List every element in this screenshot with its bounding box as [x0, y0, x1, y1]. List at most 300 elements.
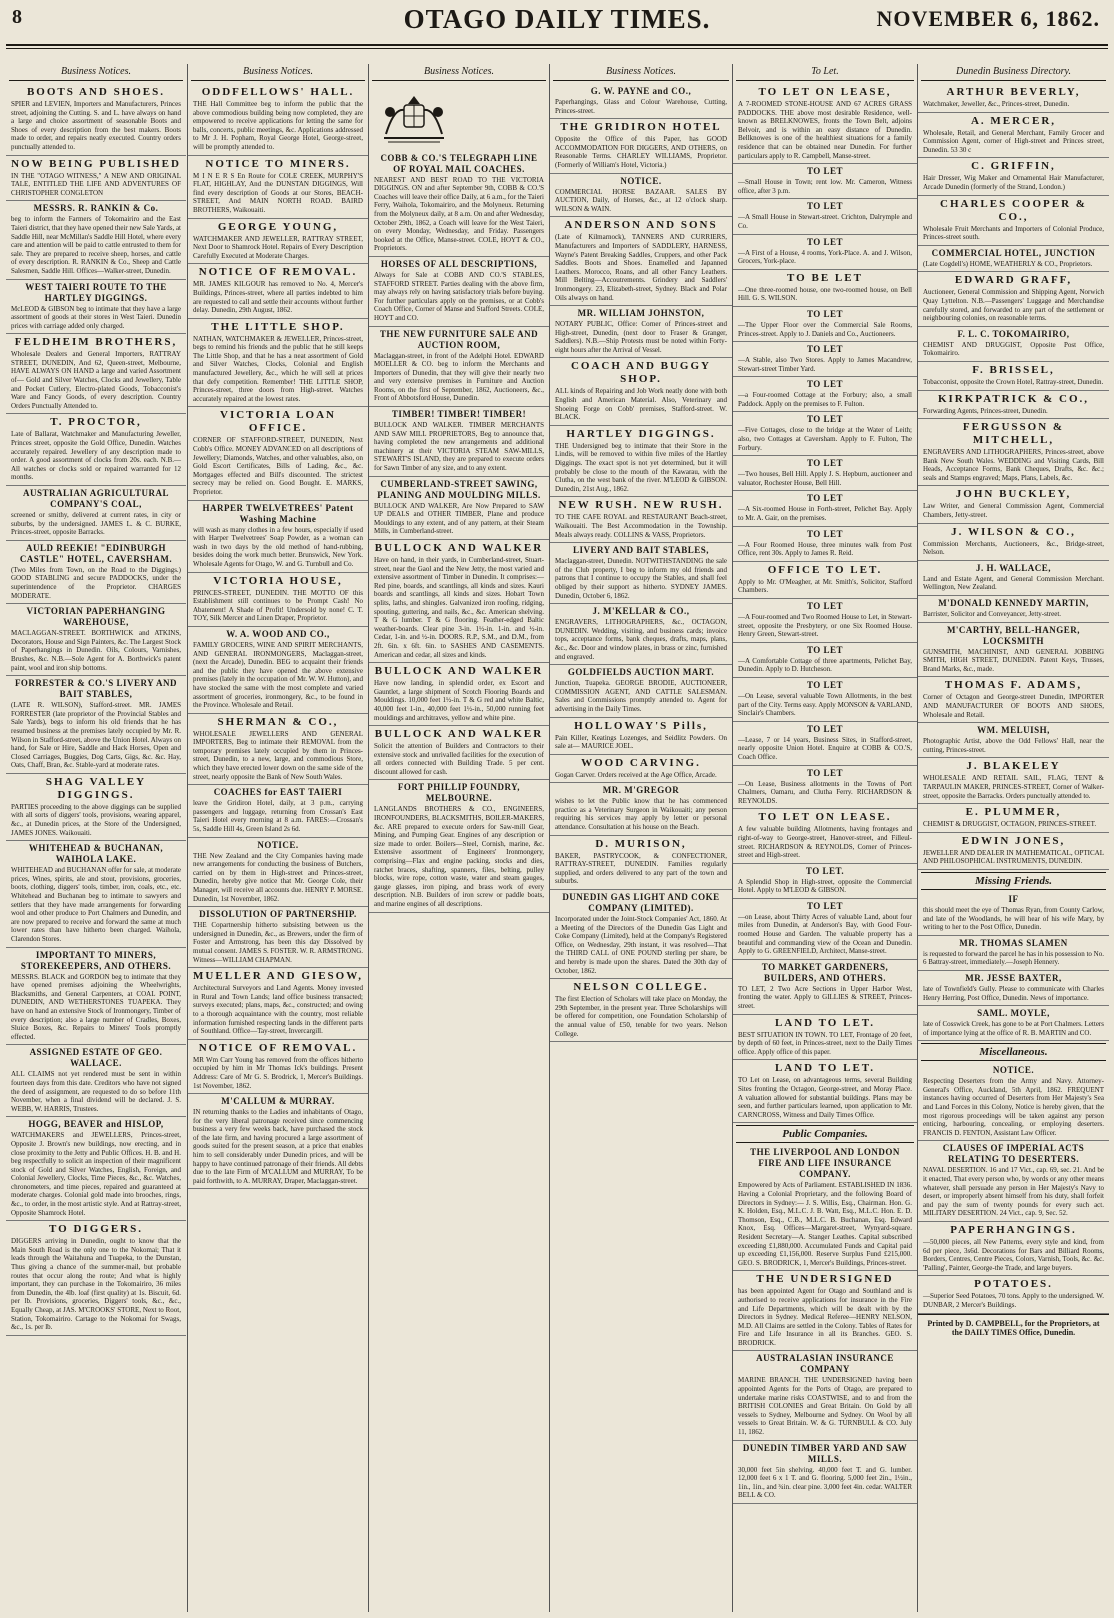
advertisement: [550, 755, 732, 784]
ad-title: HOLLOWAY'S Pills,: [574, 719, 708, 732]
advertisement: [6, 334, 186, 414]
ad-body: A few valuable building Allotments, having frontages and right-of-way to George-street, Hanover-street, and Filleul-street. RICHARDSON & REYNOLDS, Corner of Princes-street and High-street.: [738, 825, 912, 860]
ad-title: COMMERCIAL HOTEL, JUNCTION: [931, 247, 1096, 258]
ad-body: Wholesale Fruit Merchants and Importers of Colonial Produce, Princes-street south.: [923, 224, 1104, 242]
advertisement: [918, 327, 1109, 362]
ad-title: HOGG, BEAVER and HISLOP,: [28, 1119, 164, 1130]
ad-body: —On Lease, several valuable Town Allotments, in the best part of the City. Terms easy. Apply MONSON & VARLAND, Sinclair's Chambers.: [738, 691, 912, 718]
ad-body: ALL kinds of Repairing and Job Work neatly done with both English and American Material. Also, Veterinary and Shoeing Forge on Cobb' premises, Stafford-street. W. BLACK.: [555, 387, 727, 422]
ad-title: C. GRIFFIN,: [971, 160, 1056, 173]
ad-title: M'CALLUM & MURRAY.: [221, 1096, 335, 1107]
ad-body: —A Small House in Stewart-street. Crichton, Dalrymple and Co.: [738, 213, 912, 230]
ad-body: —A Four-roomed and Two Roomed House to Let, in Stewart-street, opposite the Presbytery, or one Six Roomed House. Henry Green, Stewart-street.: [738, 613, 912, 639]
advertisement: [188, 319, 368, 408]
advertisement: [733, 270, 917, 307]
advertisement: [733, 722, 917, 766]
ad-body: wishes to let the Public know that he has commenced practice as a Veterinary Surgeon in Waikouaiti; any person requiring his services may apply by letter or personal attendance. Consultation at his house on the Beach.: [555, 797, 727, 832]
advertisement: [733, 456, 917, 491]
ad-title: BOOTS AND SHOES.: [26, 86, 166, 98]
ad-title: EDWARD GRAFF,: [954, 274, 1073, 287]
advertisement: [918, 971, 1109, 1006]
ad-body: —A First of a House, 4 rooms, York-Place. A. and J. Wilson, Grocers, York-place.: [738, 248, 912, 266]
ad-title: TO LET: [806, 900, 844, 911]
ad-body: BULLOCK AND WALKER. TIMBER MERCHANTS AND SAW MILL PROPRIETORS, Beg to announce that, having completed the new arrangements and additional machinery at their VICTORIA STEAM SAW-MILLS, STEWART'S ISLAND, they are prepared to execute orders for Sawn Timber of any size, and to any extent.: [374, 421, 544, 473]
advertisement: [369, 327, 549, 408]
advertisement: [918, 524, 1109, 561]
ad-body: —A Six-roomed House in Forth-street, Pelichet Bay. Apply to Mr. A. Gair, on the premises.: [738, 505, 912, 523]
ad-body: NEAREST AND BEST ROAD TO THE VICTORIA DIGGINGS. ON and after September 9th, COBB & CO.'S Coaches will leave their office Daily, at 6 a.m., for the Taieri Ferry, Waihola, Tokomairiro, and the Molyneux. Returning from the Molyneux daily, at 8 a.m. On and after Wednesday, October 29th, 1862, a Coach will leave for the West Taieri, on every Monday, Wednesday, and Friday. Passengers booked at the Office, Manse-street. COLE, HOYT & CO., Proprietors.: [374, 175, 544, 253]
advertisement: [6, 414, 186, 486]
ad-title: MR. WILLIAM JOHNSTON,: [577, 308, 705, 319]
advertisement: [733, 899, 917, 960]
ad-title: BULLOCK AND WALKER: [374, 665, 544, 678]
ad-body: A 7-ROOMED STONE-HOUSE AND 67 ACRES GRASS PADDOCKS. THE above most desirable Residence, well-known as BRELKNOWES, fronts the Town Belt, adjoins Belvoir, and is within an easy distance of Dunedin. Bellknowes is one of the healthiest situations for a family residence that can be obtained near Dunedin. For further particulars apply to R. Campbell, Manse-street.: [738, 100, 912, 160]
ad-body: PRINCES-STREET, DUNEDIN. THE MOTTO OF this Establishment still continues to be Prompt Cash! No Abatement! A Shade of Profit! Undersold by none! C. T. TOY, Silk Mercer and Linen Draper, Proprietor.: [193, 588, 363, 623]
ad-title: HARTLEY DIGGINGS.: [566, 427, 716, 440]
ad-body: McLEOD & GIBSON beg to intimate that they have a large assortment of goods at their stores in West Taieri. Dunedin prices with carriage added only charged.: [11, 304, 181, 330]
ad-title: TO LET: [806, 723, 844, 734]
ad-title: TO LET: [806, 201, 844, 212]
ad-title: TO LET.: [805, 865, 845, 876]
royal-crest-icon: [374, 90, 454, 148]
ad-title: GEORGE YOUNG,: [217, 220, 339, 233]
ad-body: Hair Dresser, Wig Maker and Ornamental Hair Manufacturer, Arcade Dunedin (formerly of the Strand, London.): [923, 174, 1104, 191]
ad-title: TO LET: [806, 379, 844, 390]
ad-body: Pain Killer, Keatings Lozenges, and Seidlitz Powders. On sale at— MAURICE JOEL.: [555, 733, 727, 751]
ad-title: COACH AND BUGGY SHOP.: [570, 360, 711, 386]
advertisement: [733, 307, 917, 342]
ad-body: CHEMIST AND DRUGGIST, Opposite Post Office, Tokomairiro.: [923, 340, 1104, 358]
ad-title: MR. M'GREGOR: [602, 785, 680, 796]
ad-title: TO LET: [806, 644, 844, 655]
advertisement: [733, 960, 917, 1015]
advertisement: [733, 377, 917, 412]
ad-body: late of Townfield's Gully. Please to communicate with Charles Henry Herring, Post Office, Dunedin. News of importance.: [923, 984, 1104, 1002]
ad-body: leave the Gridiron Hotel, daily, at 3 p.m., carrying passengers and luggage, returning from Crossan's East Taieri Hotel every morning at 8 a.m. FARES:—Crossan's 5s, Saddle Hill 4s, Green Island 2s 6d.: [193, 799, 363, 834]
advertisement: [369, 780, 549, 912]
masthead-rule: [6, 44, 1108, 46]
ad-title: COACHES for EAST TAIERI: [213, 787, 343, 798]
ad-title: J. BLAKELEY: [966, 760, 1061, 773]
ad-body: CORNER OF STAFFORD-STREET, DUNEDIN, Next Cobb's Office. MONEY ADVANCED on all descriptions of Jewellery; Diamonds, Watches, and other valuables, also, on Gold Escort Certificates, Bills of Lading, &c., &c. Mortgages effected and Bill's discounted. The strictest secrecy may be relied on. Good Bought. E. MARKS, Proprietor.: [193, 436, 363, 496]
ad-title: TO LET ON LEASE.: [758, 811, 892, 824]
column-header: Business Notices.: [191, 64, 365, 81]
advertisement: [918, 272, 1109, 326]
ad-body: PARTIES proceeding to the above diggings can be supplied with all sorts of diggers' tools, provisions, wearing apparel, &c., at Dunedin prices, at the Store of the Undersigned, JAMES JONES. Waikouaiti.: [11, 802, 181, 837]
ad-title: J. M'KELLAR & CO.,: [592, 606, 690, 617]
ad-title: NOW BEING PUBLISHED: [11, 157, 181, 170]
ad-title: SHAG VALLEY DIGGINGS.: [45, 775, 147, 801]
column-3: [368, 64, 549, 1612]
advertisement: [369, 726, 549, 780]
ad-body: (Late Cogdell's) HOME, WEATHERLY & CO., Proprietors.: [923, 259, 1093, 268]
ad-body: M I N E R S En Route for COLE CREEK, MURPHY'S FLAT, HIGHLAY, And the DUNSTAN DIGGINGS, Will find every description of Goods at our Stores, BEACH-STREET, And MAIN NORTH ROAD. BAIRD BROTHERS, Waikouaiti.: [193, 171, 363, 214]
ad-title: TO LET: [806, 767, 844, 778]
ad-title: JOHN BUCKLEY,: [955, 488, 1072, 501]
advertisement: [918, 596, 1109, 623]
ad-body: Always for Sale at COBB AND CO.'S STABLES, STAFFORD STREET. Parties dealing with the above firm, may always rely on having satisfactory trials before buying. For further particulars apply on the premises, or at Cobb's Coach Office, Corner of Manse and Stafford Streets. COLE, HOYT and CO.: [374, 270, 544, 322]
ad-body: Late of Ballarat, Watchmaker and Manufacturing Jeweller, Princes street, opposite the Gold Office, Dunedin. Watches accurately repaired. Jewellery of any description made to order. A good assortment of clocks from 20s. each. N.B.—All watches or clocks sold or repaired warranted for 12 months.: [11, 430, 181, 482]
ad-title: MR. JESSE BAXTER,: [965, 972, 1062, 983]
ad-title: J. H. WALLACE,: [975, 562, 1052, 573]
advertisement: [550, 979, 732, 1042]
advertisement: [918, 1063, 1109, 1141]
ad-body: —On Lease, Business allotments in the Towns of Port Chalmers, Oamaru, and Clutha Ferry. RICHARDSON & REYNOLDS.: [738, 779, 912, 805]
advertisement: [188, 156, 368, 219]
advertisement: [188, 264, 368, 318]
advertisement: [369, 407, 549, 477]
advertisement: [550, 119, 732, 173]
column-header: Business Notices.: [9, 64, 183, 81]
ad-title: TO LET: [806, 236, 844, 247]
ad-body: Corner of Octagon and George-street Dunedin, IMPORTER AND MANUFACTURER OF BOOTS AND SHOES, Wholesale and Retail.: [923, 693, 1104, 719]
column-header: Business Notices.: [553, 64, 729, 81]
ad-body: Photographic Artist, above the Odd Fellows' Hall, near the cutting, Princes-street.: [923, 737, 1104, 754]
ad-title: HARPER TWELVETREES' Patent Washing Machine: [202, 502, 354, 524]
ad-body: Junction, Tuapeka. GEORGE BRODIE, AUCTIONEER, COMMISSION AGENT, AND CATTLE SALESMAN. Sales and Commissions promptly attended to. Agent for advertising in the Daily Times.: [555, 679, 727, 713]
advertisement: [369, 477, 549, 540]
ad-title: SHERMAN & CO.,: [217, 715, 339, 728]
advertisement: [733, 1015, 917, 1061]
ad-body: Maclaggan-street, Dunedin. NOTWITHSTANDING the sale of the Club property, I beg to inform my old friends and patrons that I continue to occupy the Stables, and shall feel obliged by their support as hitherto. SYDNEY JAMES. Dunedin, October 6, 1862.: [555, 557, 727, 600]
advertisement: [918, 723, 1109, 758]
advertisement: [733, 864, 917, 899]
advertisement: [6, 1045, 186, 1117]
column-6: [917, 64, 1109, 1612]
ad-title: M'DONALD KENNEDY MARTIN,: [938, 598, 1089, 609]
advertisement: [918, 362, 1109, 391]
advertisement: [6, 156, 186, 202]
ad-title: TO BE LET: [787, 271, 863, 284]
ad-title: IMPORTANT TO MINERS, STOREKEEPERS, AND OTHERS.: [20, 949, 172, 971]
advertisement: [188, 573, 368, 627]
ad-title: POTATOES.: [974, 1278, 1053, 1291]
ad-body: Forwarding Agents, Princes-street, Dunedin.: [923, 406, 1048, 415]
masthead-rule-thin: [6, 48, 1108, 49]
ad-body: BEST SITUATION IN TOWN. TO LET, Frontage of 20 feet, by depth of 60 feet, in Princes-street, next to the Daily Times office. Apply office of this paper.: [738, 1030, 912, 1056]
ad-title: FERGUSSON & MITCHELL,: [962, 421, 1065, 447]
ad-body: FAMILY GROCERS, WINE AND SPIRIT MERCHANTS, AND GENERAL IRONMONGERS, Maclaggan-street, (next the Arcade), Dunedin. BEG to acquaint their friends and the public they have opened the above extensive premises (lately in the occupation of Mr. W. W. Hutton), and have stocked the same with the most complete and varied assortment of groceries, ironmongery, &c., to be found in the Province. Wholesale and Retail.: [193, 640, 363, 710]
ad-body: The first Election of Scholars will take place on Monday, the 29th September, in the present year. Three Scholarships will be offered for competition, one Foundation Scholarship of the annual value of £50, tenable for two years. Nelson College.: [555, 995, 727, 1038]
advertisement: [188, 838, 368, 908]
ad-body: MESSRS. BLACK and GORDON beg to intimate that they have opened premises adjoining the Wheelwrights, Blacksmiths, and General Carpenters, at COAL POINT, DUNEDIN, AND WETHERSTONES TUAPEKA. They have on hand an extensive Stock of Ironmongery, Timber of every description; also a large number of Cradles, Boxes, Sluice Boxes, &c. Repairs to Miners' Tools promptly effected.: [11, 972, 181, 1041]
ad-body: Auctioneer, General Commission and Shipping Agent, Norwich Quay Lyttelton. N.B.—Passengers' Luggage and Merchandise carefully stored, and forwarded to any part of the settlement or neighbouring colonies, on reasonable terms.: [923, 288, 1104, 323]
ad-title: TO LET: [806, 166, 844, 177]
advertisement: [918, 833, 1109, 870]
advertisement: [733, 1351, 917, 1440]
ad-title: MESSRS. R. RANKIN & Co.: [33, 203, 159, 214]
ad-title: W. A. WOOD AND CO.,: [226, 628, 330, 639]
ad-title: MR. THOMAS SLAMEN: [959, 937, 1068, 948]
advertisement: [188, 627, 368, 714]
ad-body: NATHAN, WATCHMAKER & JEWELLER, Princes-street, begs to remind his friends and the public that he still keeps The Little Shop, and that he has a neat assortment of Gold and Silver Watches, Clocks, Colonial and English manufactured Jewellery, &c., which he will sell at prices that defy competition. Remember! THE LITTLE SHOP, Princes-street, three doors from High-street. Watches accurately repaired at the lowest rates.: [193, 334, 363, 403]
section-header: Public Companies.: [736, 1125, 914, 1143]
ad-title: FELDHEIM BROTHERS,: [14, 336, 178, 349]
advertisement: [550, 665, 732, 717]
ad-title: DUNEDIN TIMBER YARD AND SAW MILLS.: [742, 1442, 908, 1464]
ad-title: WM. MELUISH,: [977, 725, 1050, 736]
advertisement: [733, 527, 917, 562]
ad-title: ODDFELLOWS' HALL.: [201, 86, 355, 98]
ad-body: WATCHMAKERS and JEWELLERS, Princes-street, Opposite J. Brown's new buildings, now erecting, and in close proximity to the Jetty and Public Offices. H. B. and H. beg respectfully to solicit an inspection of their magnificent stock of Gold and Silver Watches, English, Foreign, and Colonial Jewellery, Clocks, Time Pieces, &c., &c. Watches, chronometers, and time pieces, repaired and guaranteed at moderate charges. Colonial gold made into brooches, rings, &c., to order, in the most artistic style. And at Rattray-street, Opposite Shamrock Hotel.: [11, 1131, 181, 1217]
section-header: Missing Friends.: [921, 872, 1106, 890]
advertisement: [733, 84, 917, 164]
advertisement: [6, 201, 186, 279]
page-number: 8: [12, 6, 22, 28]
ad-body: Wholesale, Retail, and General Merchant, Family Grocer and Commission Agent, corner of High-street and Princes street, Dunedin. 53 30 c: [923, 128, 1104, 154]
ad-body: —50,000 pieces, all New Patterns, every style and kind, from 6d per piece, 3s6d. Decorations for Bars and Billiard Rooms, Borders, Centres, Centre Pieces, Colors, Varnish, Tools, &c. &c. 'Palling', Painter, George-the Trade, and large buyers.: [923, 1238, 1104, 1272]
ad-title: VICTORIAN PAPERHANGING WAREHOUSE,: [26, 606, 166, 628]
ad-title: T. PROCTOR,: [50, 416, 142, 429]
ad-title: THE GRIDIRON HOTEL: [560, 121, 722, 134]
advertisement: [918, 1141, 1109, 1222]
ad-title: NOTICE OF REMOVAL.: [198, 1041, 358, 1054]
ad-body: —One three-roomed house, one two-roomed house, on Bell Hill. G. S. WILSON.: [738, 285, 912, 303]
ad-body: Law Writer, and General Commission Agent, Commercial Chambers, Jetty-street.: [923, 502, 1104, 520]
advertisement: [6, 84, 186, 156]
ad-body: TO LET, 2 Two Acre Sections in Upper Harbor West, fronting the water. Apply to GILLIES & STREET, Princes-street.: [738, 984, 912, 1011]
advertisement: [188, 1094, 368, 1189]
ad-title: DISSOLUTION OF PARTNERSHIP.: [199, 909, 357, 920]
advertisement: [918, 758, 1109, 804]
ad-body: MARINE BRANCH. THE UNDERSIGNED having been appointed Agents for the Ports of Otago, are prepared to undertake marine risks COASTWISE, and to and from the BRITISH COLONIES and Great Britain. On Gold by all vessels to Sydney, Melbourne and Sydney. On Wool by all vessels to Great Britain. W. & G. TURNBULL & CO. July 11, 1862.: [738, 1376, 912, 1437]
advertisement: [550, 543, 732, 604]
column-header: To Let.: [736, 64, 914, 81]
advertisement: [733, 491, 917, 526]
ad-title: NOTICE OF REMOVAL.: [198, 266, 358, 279]
advertisement: [550, 783, 732, 835]
ad-title: TO MARKET GARDENERS, BUILDERS, AND OTHERS.: [761, 961, 889, 983]
column-header: Business Notices.: [372, 64, 546, 81]
ad-body: IN returning thanks to the Ladies and inhabitants of Otago, for the very liberal patronage received since commencing business a very few weeks back, have purchased the stock of the late firm, and having procured a large assortment of goods suited for the present season, at a price that enables him to sell considerably under Dunedin prices, and will be happy to have continued patronage of their friends. All debts due to the late Firm of M'CALLUM and MURRAY, To be paid forthwith, to A. MURRAY, Draper, Maclaggan-street.: [193, 1108, 363, 1185]
ad-title: FORT PHILLIP FOUNDRY, MELBOURNE.: [397, 782, 521, 804]
ad-title: TO LET: [806, 308, 844, 319]
ad-title: BULLOCK AND WALKER: [374, 542, 544, 554]
advertisement: [918, 1006, 1109, 1041]
ad-body: THE New Zealand and the City Companies having made new arrangements for conducting the business of Butchers, carried on by them in High-street and Princes-street, Dunedin, hereby give notice that Mr. George Cole, their Manager, will receive all accounts due. HENRY P. MORSE. Dunedin, 1st November, 1862.: [193, 851, 363, 903]
ad-body: Barrister, Solicitor and Conveyancer, Jetty-street.: [923, 610, 1062, 619]
column-5: [732, 64, 917, 1612]
ad-body: (Late of Kilmarnock), TANNERS AND CURRIERS, Manufacturers and Importers of SADDLERY, HARNESS, Wayne's Patent Breaking Saddles, Cruppers, and other Pack Saddles. Boots and Shoes. Enamelled and Japanned Leathers. Morocco, Roans, and all other Fancy Leathers. Mill Belting—Accoutrements. Grindery and Saddlers' Ironmongery. 23, Elizabeth-street, Sydney. Black and Polar Oils always on hand.: [555, 233, 727, 302]
advertisement: [369, 540, 549, 663]
advertisement: [6, 486, 186, 541]
ad-title: WHITEHEAD & BUCHANAN, WAIHOLA LAKE.: [28, 843, 164, 865]
ad-body: Land and Estate Agent, and General Commission Merchant. Wellington, New Zealand.: [923, 574, 1104, 592]
ad-body: MACLAGGAN-STREET. BORTHWICK and ATKINS, Decorators, House and Sign Painters, &c. The Largest Stock of Paperhangings in Dunedin. Oils, Colours, Varnishes, Brushes, &c. N.B.—Sole Agent for A. Borthwick's patent paint, wool and iron ship bottoms.: [11, 629, 181, 672]
ad-body: this should meet the eye of Thomas Ryan, from County Carlow, and late of the Woodlands, he will hear of his wife Mary, by writing to her to the Post Office, Dunedin.: [923, 905, 1104, 932]
ad-body: Maclaggan-street, in front of the Adelphi Hotel. EDWARD MOELLER & CO. beg to inform the Merchants and Importers of Dunedin, that they will give their nearly two and very extensive premises in Furniture and Auction Rooms, on the first of September, 1862, Auctioneers, &c., Front of Abbotsford House, Dunedin.: [374, 351, 544, 403]
ad-title: TO LET: [806, 679, 844, 690]
advertisement: [6, 541, 186, 604]
advertisement: [733, 342, 917, 377]
advertisement: [733, 643, 917, 678]
ad-body: Paperhangings, Glass and Colour Warehouse, Cutting, Princes-street.: [555, 98, 727, 115]
advertisement: [188, 84, 368, 156]
advertisement: [733, 1060, 917, 1123]
ad-body: (LATE R. WILSON), Stafford-street. MR. JAMES FORRESTER (late proprietor of the Provincial Stables and Sale Yards), begs to inform his old friends that he has resumed business at the premises lately occupied by Mr. R. Wilson in Stafford-street, above the Union Hotel. Always on hand, for Sale or Hire, Saddle and Hack Horses, Open and Closed Carriages, Buggies, Dog Carts, Gigs, &c. &c. Hay, Oats, Chaff, Bran, &c. Stable-yard at moderate rates.: [11, 701, 181, 770]
ad-title: COBB & CO.'S TELEGRAPH LINE OF ROYAL MAIL COACHES.: [380, 152, 538, 174]
advertisement: [918, 892, 1109, 936]
ad-title: F. L. C. TOKOMAIRIRO,: [957, 328, 1070, 339]
ad-title: NOTICE.: [257, 839, 299, 850]
ad-body: —a Four-roomed Cottage at the Forbury; also, a small Paddock. Apply on the premises to F. Fulton.: [738, 391, 912, 408]
ad-body: WHOLESALE AND RETAIL SAIL, FLAG, TENT & TARPAULIN MAKER, PRINCES-STREET, Corner of Walker-street, opposite the Barracks. Orders punctually attended to.: [923, 774, 1104, 800]
ad-title: THE NEW FURNITURE SALE AND AUCTION ROOM,: [379, 328, 539, 350]
ad-body: NAVAL DESERTION. 16 and 17 Vict., cap. 69, sec. 21. And be it enacted, That every person who, by words or any other means whatever, shall persuade any person in Her Majesty's Navy to desert, or improperly absent himself from his duty, shall forfeit and pay the sum of twenty pounds for every such act. MILITARY DESERTION. 24 Vict., cap. 9, Sec. 52.: [923, 1166, 1104, 1218]
ad-title: CLAUSES OF IMPERIAL ACTS RELATING TO DESERTERS.: [942, 1143, 1085, 1165]
ad-body: —A Stable, also Two Stores. Apply to James Macandrew, Stewart-street Timber Yard.: [738, 356, 912, 373]
ad-title: LAND TO LET.: [774, 1016, 876, 1029]
advertisement: [369, 257, 549, 327]
ad-title: HORSES OF ALL DESCRIPTIONS,: [380, 258, 538, 269]
advertisement: [733, 766, 917, 810]
ad-title: TIMBER! TIMBER! TIMBER!: [391, 409, 527, 420]
ad-title: AUSTRALASIAN INSURANCE COMPANY: [756, 1353, 894, 1375]
ad-body: WHOLESALE JEWELLERS AND GENERAL IMPORTERS, Beg to intimate their REMOVAL from the temporary premises lately occupied by them in Princes-street, Dunedin, to a new, large, and commodious Store, which they have erected lower down on the same side of the street, nearly opposite the Bank of New South Wales.: [193, 729, 363, 781]
advertisement: [918, 391, 1109, 420]
advertisement: [733, 1271, 917, 1351]
ad-body: Incorporated under the Joint-Stock Companies' Act, 1860. At a Meeting of the Directors of the Dunedin Gas Light and Coke Company (Limited), held at the Company's Registered Office, on Wednesday, 29th instant, it was resolved—That the THIRD CALL of ONE POUND sterling per share, be and hereby is made upon the shares. Dated the 30th day of October, 1862.: [555, 915, 727, 975]
advertisement: [188, 714, 368, 786]
advertisement: [733, 562, 917, 599]
ad-body: MR Wm Carr Young has removed from the offices hitherto occupied by him in Mr Thomas Ick's buildings. Present Address: Care of Mr G. S. Brodrick, 1, Mercer's Buildings. 1st November, 1862.: [193, 1055, 363, 1090]
ad-body: —Two houses, Bell Hill. Apply J. S. Hepburn, auctioneer and valuator, Rochester House, Bell Hill.: [738, 470, 912, 487]
ad-body: —on Lease, about Thirty Acres of valuable Land, about four miles from Dunedin, at Anderson's Bay, with Good Four-roomed House and Garden. The valuable property has a beautiful and commanding view of the Ocean and Dunedin. Apply to G. GREENFIELD, Architect, Manse-street.: [738, 912, 912, 956]
advertisement: [733, 678, 917, 722]
ad-title: TO LET: [806, 344, 844, 355]
advertisement: [6, 1221, 186, 1336]
ad-body: A Splendid Shop in High-street, opposite the Commercial Hotel. Apply to M'LEOD & GIBSON.: [738, 877, 912, 895]
ad-body: THE Copartnership hitherto subsisting between us the undersigned in Dunedin, &c., as Brewers, under the firm of Foster and Armstrong, has been this day Dissolved by mutual consent. JAMES S. FOSTER. W. R. ARMSTRONG. Witness—WILLIAM CHAPMAN.: [193, 921, 363, 964]
ad-title: THE LIVERPOOL AND LONDON FIRE AND LIFE INSURANCE COMPANY.: [750, 1147, 900, 1180]
ad-body: Tobacconist, opposite the Crown Hotel, Rattray-street, Dunedin.: [923, 377, 1104, 386]
printer-imprint: Printed by D. CAMPBELL, for the Proprietors, at the DAILY TIMES Office, Dunedin.: [918, 1314, 1109, 1341]
ad-title: WOOD CARVING.: [581, 756, 701, 769]
ad-body: LANGLANDS BROTHERS & CO., ENGINEERS, IRONFOUNDERS, BLACKSMITHS, BOILER-MAKERS, &c. ARE prepared to execute orders for Saw-mill Gear, Mining, and Pumping Gear. Engines of any description or size made to order. Boilers—Steel, Cornish, marine, &c. Extensive assortment of Engineers' Ironmongery, comprising—Flax and engine packing, stocks and dies, ratchet braces, shafting, spanners, files, belting, pulley blocks, wire rope, cotton waste, water and steam gauges, gauge glasses, iron piping, and brass work of every description. N.B. Builders of iron screw or paddle boats, and marine engines of all descriptions.: [374, 805, 544, 908]
advertisement: [918, 84, 1109, 113]
ad-body: ENGRAVERS AND LITHOGRAPHERS, Princes-street, above Bank New South Wales. WEDDING and Visiting Cards, Bill Heads, Acceptance Forms, Bank Cheques, Drafts, &c. &c.; seals and Stamps engraved; Maps, Plans, Labels, &c.: [923, 448, 1104, 482]
ad-title: NELSON COLLEGE.: [573, 981, 709, 994]
ad-title: MUELLER AND GIESOW,: [193, 970, 363, 983]
advertisement: [918, 246, 1109, 273]
ad-body: BULLOCK AND WALKER, Are Now Prepared to SAW UP DEALS and OTHER TIMBER, Plane and produce Mouldings to any extent, and of any pattern, at their Steam Mills, in Cumberland-street.: [374, 501, 544, 536]
ad-title: WEST TAIERI ROUTE TO THE HARTLEY DIGGINGS.: [25, 281, 167, 303]
advertisement: [918, 804, 1109, 833]
ad-body: DIGGERS arriving in Dunedin, ought to know that the Main South Road is the only one to the Nokomai; That it leads through the Waitahuna and Tuapeka, to the Dunstan, Thus giving a chance of the summer-mail, but probable routes that occur along the route; And what is highly important, they can purchase in the Tokomairiro, 36 miles from Dunedin, the 4lb. loaf (first quality) at 1s. Biscuit, 6d. per lb. Provisions, groceries, Diggers' tools, &c., &c., Equally Cheap, at JAS. M'CROOKS' STORE, Next to Root, Station, Tokomairiro. Cartage to the Nokomai for Swags, &c., 1s. per lb.: [11, 1237, 181, 1332]
advertisement: [733, 1145, 917, 1271]
ad-body: screened or smithy, delivered at current rates, in city or suburbs, by the undersigned. JAMES L. & C. BURKE, Princes-street, opposite Barracks.: [11, 511, 181, 537]
ad-title: NEW RUSH. NEW RUSH.: [558, 499, 724, 512]
advertisement: [6, 676, 186, 774]
advertisement: [733, 809, 917, 863]
ad-body: —Five Cottages, close to the bridge at the Water of Leith; also, two Cottages at Caversham. Apply to F. Fulton, The Forbury.: [738, 426, 912, 452]
ad-body: THE Undersigned beg to intimate that their Store in the Lindis, will be removed to within five miles of the Hartley Diggings. The exact spot is not yet determined, but it will probably be close to the mouth of the Kawarau, with the Clutha, on the west bank of the river. M'LEOD & GIBSON. Dunedin, 21st Aug., 1862.: [555, 441, 727, 493]
advertisement: [6, 948, 186, 1046]
advertisement: [918, 561, 1109, 596]
advertisement: [550, 718, 732, 755]
ad-title: EDWIN JONES,: [961, 834, 1066, 847]
advertisement: [188, 785, 368, 837]
advertisement: [733, 1441, 917, 1504]
ad-title: D. MURISON,: [595, 837, 687, 850]
ad-body: CHEMIST & DRUGGIST, OCTAGON, PRINCES-STREET.: [923, 820, 1097, 829]
ad-body: Wholesale Dealers and General Importers, RATTRAY STREET, DUNEDIN, And 62, Queen-street, Melbourne, HAVE ALWAYS ON HAND a large and varied Assortment of— Gold and Silver Watches, Clocks and Jewellery, Table and Pocket Cutlery, Electro-plated Goods, Tobacconist's Ware and Fancy Goods, of every description. Country Orders Punctually Attended to.: [11, 350, 181, 410]
advertisement: [918, 1276, 1109, 1313]
ad-title: VICTORIA LOAN OFFICE.: [220, 409, 336, 435]
ad-body: NOTARY PUBLIC, Office: Corner of Princes-street and High-street, Dunedin, (next door to Fraser & Granger, Saddlers). N.B.—Ship Protests must be noted within Forty-eight hours after the Arrival of Vessel.: [555, 320, 727, 354]
issue-date: NOVEMBER 6, 1862.: [876, 6, 1100, 31]
ad-body: Respecting Deserters from the Army and Navy. Attorney-General's Office, Auckland, 5th April, 1862. FREQUENT instances having occurred of Deserters from Her Majesty's Sea and Land Forces in this Colony, Notice is hereby given, that the most rigorous proceedings will be taken against any person enticing, harbouring, concealing, or employing deserters. FRANCIS D. FENTON, Assistant Law Officer.: [923, 1077, 1104, 1137]
advertisement: [550, 217, 732, 306]
ad-body: ALL CLAIMS not yet rendered must be sent in within fourteen days from this date. Creditors who have not signed the deed of assignment, are requested to do so before 11th November, when a final dividend will be declared. J. S. WEBB, W. HARRIS, Trustees.: [11, 1070, 181, 1113]
ad-body: has been appointed Agent for Otago and Southland and is authorised to receive applications for insurance in the Fire and Life Departments, which will be dealt with by the Directors in Sydney. Medical Referee—HENRY NELSON, M.D. All Claims are settled in the Colony. Tables of Rates for Fire and Life Insurance in all its Branches. GEO. S. BRODRICK.: [738, 1287, 912, 1347]
advertisement: [550, 604, 732, 665]
advertisement: [369, 84, 549, 257]
column-4: [549, 64, 732, 1612]
ad-title: ANDERSON AND SONS: [564, 219, 718, 232]
ad-title: TO LET ON LEASE,: [758, 86, 892, 98]
ad-body: Solicit the attention of Builders and Contractors to their extensive stock and unrivalled facilities for the execution of all orders connected with Building Trade. 5 per cent. discount allowed for cash.: [374, 742, 544, 776]
ad-title: TO LET: [806, 458, 844, 469]
ad-title: TO LET: [806, 601, 844, 611]
advertisement: [188, 1040, 368, 1094]
ad-body: GUNSMITH, MACHINIST, AND GENERAL JOBBING SMITH, HIGH STREET, DUNEDIN. Patent Keys, Trusses, Brand Marks, &c., made.: [923, 647, 1104, 673]
advertisement: [369, 663, 549, 726]
ad-title: THE UNDERSIGNED: [756, 1273, 894, 1286]
ad-body: THE Hall Committee beg to inform the public that the above commodious building being now completed, they are empowered to receive applications for letting the same for balls, concerts, public meetings, &c. Applications addressed to Mr J. H. Popham, Royal George Hotel, George-street, will be promptly attended to.: [193, 100, 363, 151]
ad-body: ENGRAVERS, LITHOGRAPHERS, &c., OCTAGON, DUNEDIN. Wedding, visiting, and business cards; invoice tops, acceptance forms, bank cheques, drafts, maps, plans, &c., &c. Door and window plates, in brass or zinc, furnished and engraved.: [555, 618, 727, 661]
advertisement: [6, 774, 186, 841]
ad-title: G. W. PAYNE and CO.,: [590, 86, 692, 96]
advertisement: [733, 164, 917, 199]
ad-title: LIVERY AND BAIT STABLES,: [572, 545, 710, 556]
ad-body: Have on hand, in their yards, in Cumberland-street, Stuart-street, near the Gaol and the New Jetty, the most varied and extensive assortment of Timber in Dunedin. It comprises:— Red pine, boards, and scantlings, all kinds and sizes. Kauri boards and scantlings, all kinds and sizes. Hobart Town splits, laths, and shingles. Galvanized iron roofing, ridging, spouting, guttering, and nails, &c., &c. American shelving. T & G lumber. T & G flooring. Feather-edged Baltic weather-boards. Clear pine 3-in. 1½-in. 1-in. and ½-in. Cedar, 1-in. and ½-in. DOORS. R.P., S.M., and D.M., from 2ft. 6in. x 6ft. 6in. to SASHES AND CASEMENTS. American and cedar, all sizes and kinds.: [374, 556, 544, 659]
ad-title: KIRKPATRICK & CO.,: [937, 392, 1090, 405]
advertisement: [733, 412, 917, 456]
ad-body: —Lease, 7 or 14 years, Business Sites, in Stafford-street, nearly opposite Union Hotel. Enquire at COBB & CO.'S, Coach Office.: [738, 735, 912, 761]
ad-title: NOTICE TO MINERS.: [205, 157, 351, 170]
ad-body: WHITEHEAD and BUCHANAN offer for sale, at moderate prices, Wines, spirits, ale and stout, provisions, groceries, boots, clothing, diggers' tools, timber, iron, coals, etc., etc. Whitehead and Buchanan beg to intimate to sawyers and settlers that they have made arrangements for forwarding wool and other produce to Port Chalmers and Dunedin, and are now prepared to receive and forward the same at much lower rates than have hitherto been charged. Waihola, Clarendon Stores.: [11, 866, 181, 943]
ad-title: ARTHUR BEVERLY,: [946, 86, 1081, 98]
ad-body: —Superior Seed Potatoes, 70 tons. Apply to the undersigned. W. DUNBAR, 2 Mercer's Buildings.: [923, 1292, 1105, 1309]
ad-body: —A Four Roomed House, three minutes walk from Post Office, rent 30s. Apply to James R. Reid.: [738, 540, 912, 558]
ad-body: will wash as many clothes in a few hours, especially if used with Harper Twelvetrees' Soap Powder, as a woman can wash in two days by the old method of hand-rubbing, besides doing the work much better. Brunswick, New York. Wholesale Agents for Otago, W. and G. Turnbull and Co.: [193, 525, 363, 568]
advertisement: [550, 358, 732, 425]
ad-title: CHARLES COOPER & CO.,: [940, 197, 1087, 223]
ad-body: beg to inform the Farmers of Tokomairiro and the East Taieri district, that they have opened their new Sale Yards, at Saddle Hill, near McMillan's Saddle Hill Hotel, where every care and attention will be paid to cattle entrusted to them for sale. They are prepared to receive sheep, horses, and cattle of every description. R. RANKIN & Co., Sheep and Cattle Salesmen, Saddle Hill. Offices—Walker-street, Dunedin.: [11, 215, 181, 275]
advertisement: [550, 174, 732, 218]
ad-body: COMMERCIAL HORSE BAZAAR. SALES BY AUCTION, Daily, of Horses, &c., at 12 o'clock sharp. WILSON & WAIN.: [555, 187, 727, 213]
column-2: [187, 64, 368, 1612]
advertisement: [918, 677, 1109, 723]
ad-body: MR. JAMES KILGOUR has removed to No. 4, Mercer's Buildings, Princes-street, where all parties indebted to him are requested to call and settle their accounts without further delay. Dunedin, 29th August, 1862.: [193, 280, 363, 315]
ad-title: OFFICE TO LET.: [767, 563, 883, 576]
ad-body: —The Upper Floor over the Commercial Sale Rooms, Princes-street. Apply to J. Daniels and Co., Auctioneers.: [738, 320, 912, 338]
ad-body: WATCHMAKER AND JEWELLER, RATTRAY STREET, Next Door to Shamrock Hotel. Repairs of Every Description Carefully Executed at Moderate Charges.: [193, 234, 363, 260]
ad-title: TO LET: [806, 414, 844, 425]
section-header: Miscellaneous.: [921, 1043, 1106, 1061]
ad-body: SPIER and LEVIEN, Importers and Manufacturers, Princes street, adjoining the Cutting. S. and L. have always on hand a large and choice assortment of seasonable Boots and Shoes of every description from the best makers. Boots made to order, and repairs neatly executed. Country orders punctually attended to.: [11, 100, 181, 151]
ad-body: —A Comfortable Cottage of three apartments, Pelichet Bay, Dunedin. Apply to D. Hutcheson.: [738, 656, 912, 674]
ad-body: late of Cosswick Creek, has gone to be at Port Chalmers. Letters of importance lying at the office of R. B. MARTIN and CO.: [923, 1020, 1104, 1037]
advertisement: [733, 199, 917, 234]
advertisement: [918, 419, 1109, 486]
advertisement: [918, 113, 1109, 159]
ad-title: NOTICE.: [992, 1065, 1035, 1076]
ad-title: TO LET: [806, 493, 844, 504]
ad-body: (Two Miles from Town, on the Road to the Diggings.) GOOD STABLING and secure PADDOCKS, under the superintendence of the Proprietor. CHARGES MODERATE.: [11, 565, 181, 600]
ad-body: Commission Merchants, Auctioneers, &c., Bridge-street, Nelson.: [923, 539, 1104, 557]
